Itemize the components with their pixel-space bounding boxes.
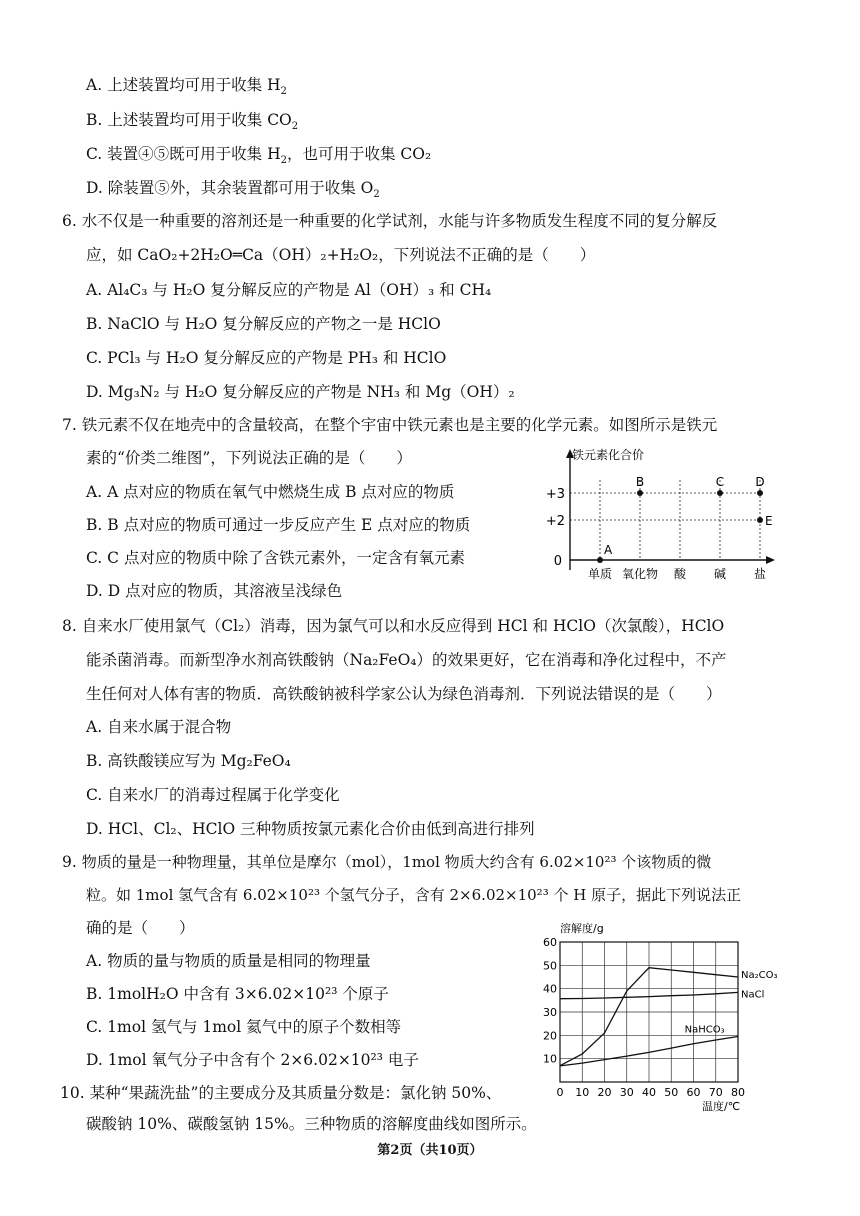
iron-valence-chart bbox=[535, 445, 780, 585]
x-axis-label: 温度/℃ bbox=[702, 1100, 741, 1113]
y-tick-label: +3 bbox=[545, 487, 565, 502]
subscript: 2 bbox=[280, 86, 287, 98]
option-letter: B. bbox=[86, 516, 103, 534]
y-tick-label: 40 bbox=[543, 982, 557, 996]
point-label: C bbox=[715, 475, 725, 489]
x-tick-label: 40 bbox=[642, 1086, 656, 1099]
option-text: Mg₃N₂ 与 H₂O 复分解反应的产物是 NH₃ 和 Mg（OH）₂ bbox=[107, 383, 515, 401]
question-text: 铁元素不仅在地壳中的含量较高，在整个宇宙中铁元素也是主要的化学元素。如图所示是铁元 bbox=[81, 416, 718, 434]
q5-option-a bbox=[86, 74, 287, 96]
question-text: 某种“果蔬洗盐”的主要成分及其质量分数是：氯化钠 50%、 bbox=[89, 1084, 502, 1102]
point-label: A bbox=[604, 543, 613, 557]
q7-stem-line2: 素的“价类二维图”，下列说法正确的是（ ） bbox=[86, 449, 412, 467]
q8-option-b bbox=[86, 750, 291, 772]
question-text: 物质的量是一种物理量，其单位是摩尔（mol），1mol 物质大约含有 6.02×10²³ 个该物质的微 bbox=[81, 853, 712, 871]
q9-option-b bbox=[86, 983, 389, 1005]
y-axis-label: 铁元素化合价 bbox=[572, 448, 645, 462]
option-text: 装置④⑤既可用于收集 H bbox=[107, 145, 281, 163]
q9-option-d bbox=[86, 1049, 419, 1071]
x-tick-label: 70 bbox=[708, 1086, 723, 1099]
option-letter: B. bbox=[86, 111, 103, 129]
x-tick-label: 80 bbox=[731, 1086, 745, 1099]
q9-option-c bbox=[86, 1016, 401, 1038]
q8-option-a bbox=[86, 716, 231, 738]
option-letter: C. bbox=[86, 549, 103, 567]
option-letter: B. bbox=[86, 985, 103, 1003]
option-letter: D. bbox=[86, 1051, 103, 1069]
option-letter: D. bbox=[86, 383, 103, 401]
category-tick-label: 氧化物 bbox=[621, 567, 659, 581]
option-text: 高铁酸镁应写为 Mg₂FeO₄ bbox=[107, 752, 291, 770]
x-tick-label: 30 bbox=[619, 1086, 634, 1099]
question-number: 10. bbox=[60, 1084, 85, 1102]
option-text: D 点对应的物质，其溶液呈浅绿色 bbox=[107, 582, 343, 600]
y-tick-label: +2 bbox=[545, 514, 565, 529]
category-tick-label: 盐 bbox=[753, 567, 767, 581]
option-text: 上述装置均可用于收集 CO bbox=[107, 111, 292, 129]
q8-stem-line2: 能杀菌消毒。而新型净水剂高铁酸钠（Na₂FeO₄）的效果更好，它在消毒和净化过程中，不产 bbox=[86, 651, 727, 669]
series-label: NaCl bbox=[741, 989, 765, 1001]
question-text: 水不仅是一种重要的溶剂还是一种重要的化学试剂，水能与许多物质发生程度不同的复分解反 bbox=[81, 212, 718, 230]
option-letter: A. bbox=[86, 76, 103, 94]
q6-option-a bbox=[86, 279, 491, 301]
option-text: 1mol 氧气分子中含有个 2×6.02×10²³ 电子 bbox=[107, 1051, 419, 1069]
option-text: NaClO 与 H₂O 复分解反应的产物之一是 HClO bbox=[107, 315, 441, 333]
option-letter: B. bbox=[86, 315, 103, 333]
option-letter: A. bbox=[86, 281, 103, 299]
point-label: B bbox=[635, 475, 645, 489]
option-letter: A. bbox=[86, 718, 103, 736]
point-label: D bbox=[755, 475, 765, 489]
q7-option-b bbox=[86, 514, 470, 536]
x-tick-label: 10 bbox=[575, 1086, 590, 1099]
option-letter: C. bbox=[86, 786, 103, 804]
series-label: Na₂CO₃ bbox=[741, 970, 778, 981]
q5-option-c bbox=[86, 143, 431, 165]
q7-option-c bbox=[86, 547, 465, 569]
q6-stem-line2: 应，如 CaO₂+2H₂O═Ca（OH）₂+H₂O₂，下列说法不正确的是（ ） bbox=[86, 246, 596, 264]
option-text: PCl₃ 与 H₂O 复分解反应的产物是 PH₃ 和 HClO bbox=[107, 349, 447, 367]
q6-stem-line1 bbox=[62, 210, 717, 232]
option-text: B 点对应的物质可通过一步反应产生 E 点对应的物质 bbox=[107, 516, 471, 534]
option-text: 上述装置均可用于收集 H bbox=[107, 76, 281, 94]
data-point-e bbox=[757, 517, 763, 523]
q5-option-d bbox=[86, 177, 380, 199]
q6-option-b bbox=[86, 313, 441, 335]
category-tick-label: 碱 bbox=[713, 567, 727, 581]
point-label: E bbox=[765, 514, 773, 528]
q6-option-c bbox=[86, 347, 446, 369]
option-letter: C. bbox=[86, 145, 103, 163]
data-point-b bbox=[637, 490, 643, 496]
q7-option-a bbox=[86, 481, 454, 503]
y-tick-label: 30 bbox=[543, 1006, 557, 1019]
option-text: 自来水属于混合物 bbox=[107, 718, 232, 736]
x-axis-arrow bbox=[766, 556, 775, 564]
y-tick-label: 20 bbox=[543, 1029, 557, 1043]
option-letter: C. bbox=[86, 1018, 103, 1036]
q10-stem-line1 bbox=[60, 1082, 501, 1104]
x-tick-label: 50 bbox=[664, 1086, 679, 1099]
option-letter: B. bbox=[86, 752, 103, 770]
question-number: 8. bbox=[62, 617, 77, 635]
x-tick-label: 20 bbox=[597, 1086, 612, 1099]
y-axis-label: 溶解度/g bbox=[560, 922, 604, 935]
option-text: 除装置⑤外，其余装置都可用于收集 O bbox=[107, 179, 374, 197]
q9-option-a bbox=[86, 950, 371, 972]
option-letter: A. bbox=[86, 483, 103, 501]
question-number: 7. bbox=[62, 416, 77, 434]
x-tick-label: 0 bbox=[556, 1086, 564, 1099]
option-text: C 点对应的物质中除了含铁元素外，一定含有氧元素 bbox=[107, 549, 465, 567]
q5-option-b bbox=[86, 109, 298, 131]
option-text: 物质的量与物质的质量是相同的物理量 bbox=[107, 952, 371, 970]
option-letter: A. bbox=[86, 952, 103, 970]
option-text: Al₄C₃ 与 H₂O 复分解反应的产物是 Al（OH）₃ 和 CH₄ bbox=[107, 281, 492, 299]
q9-stem-line1 bbox=[62, 851, 711, 873]
y-tick-label: 10 bbox=[543, 1052, 557, 1066]
option-text: 1molH₂O 中含有 3×6.02×10²³ 个原子 bbox=[107, 985, 389, 1003]
question-number: 9. bbox=[62, 853, 77, 871]
subscript: 2 bbox=[373, 189, 380, 201]
y-tick-label: 50 bbox=[543, 959, 557, 973]
q8-option-c bbox=[86, 784, 340, 806]
y-tick-label: 0 bbox=[553, 554, 562, 569]
page-footer: 第2页（共10页） bbox=[377, 1143, 483, 1158]
q8-stem-line3: 生任何对人体有害的物质．高铁酸钠被科学家公认为绿色消毒剂．下列说法错误的是（ ） bbox=[86, 685, 722, 703]
question-text: 自来水厂使用氯气（Cl₂）消毒，因为氯气可以和水反应得到 HCl 和 HClO（次氯酸），HClO bbox=[81, 617, 725, 635]
category-tick-label: 单质 bbox=[587, 567, 613, 581]
subscript: 2 bbox=[280, 155, 287, 167]
x-tick-label: 60 bbox=[686, 1086, 701, 1099]
option-text: HCl、Cl₂、HClO 三种物质按氯元素化合价由低到高进行排列 bbox=[107, 820, 535, 838]
option-text-tail: ，也可用于收集 CO₂ bbox=[287, 145, 432, 163]
option-text: 1mol 氢气与 1mol 氦气中的原子个数相等 bbox=[107, 1018, 402, 1036]
data-point-d bbox=[757, 490, 763, 496]
q10-stem-line2: 碳酸钠 10%、碳酸氢钠 15%。三种物质的溶解度曲线如图所示。 bbox=[86, 1115, 537, 1133]
option-text: A 点对应的物质在氧气中燃烧生成 B 点对应的物质 bbox=[107, 483, 455, 501]
data-point-a bbox=[597, 557, 603, 563]
option-letter: C. bbox=[86, 349, 103, 367]
solubility-chart bbox=[530, 918, 785, 1114]
q9-stem-line2: 粒。如 1mol 氢气含有 6.02×10²³ 个氢气分子，含有 2×6.02×10²³ 个 H 原子，据此下列说法正 bbox=[86, 886, 742, 904]
option-text: 自来水厂的消毒过程属于化学变化 bbox=[107, 786, 340, 804]
question-number: 6. bbox=[62, 212, 77, 230]
category-tick-label: 酸 bbox=[673, 567, 687, 581]
q7-option-d bbox=[86, 580, 342, 602]
option-letter: D. bbox=[86, 179, 103, 197]
series-label: NaHCO₃ bbox=[684, 1024, 725, 1036]
q8-option-d bbox=[86, 818, 535, 840]
subscript: 2 bbox=[291, 121, 299, 133]
q7-stem-line1 bbox=[62, 414, 717, 436]
option-letter: D. bbox=[86, 820, 103, 838]
data-point-c bbox=[717, 490, 723, 496]
y-tick-label: 60 bbox=[543, 936, 557, 949]
option-letter: D. bbox=[86, 582, 103, 600]
q9-stem-line3: 确的是（ ） bbox=[86, 919, 195, 937]
q6-option-d bbox=[86, 381, 515, 403]
q8-stem-line1 bbox=[62, 615, 724, 637]
